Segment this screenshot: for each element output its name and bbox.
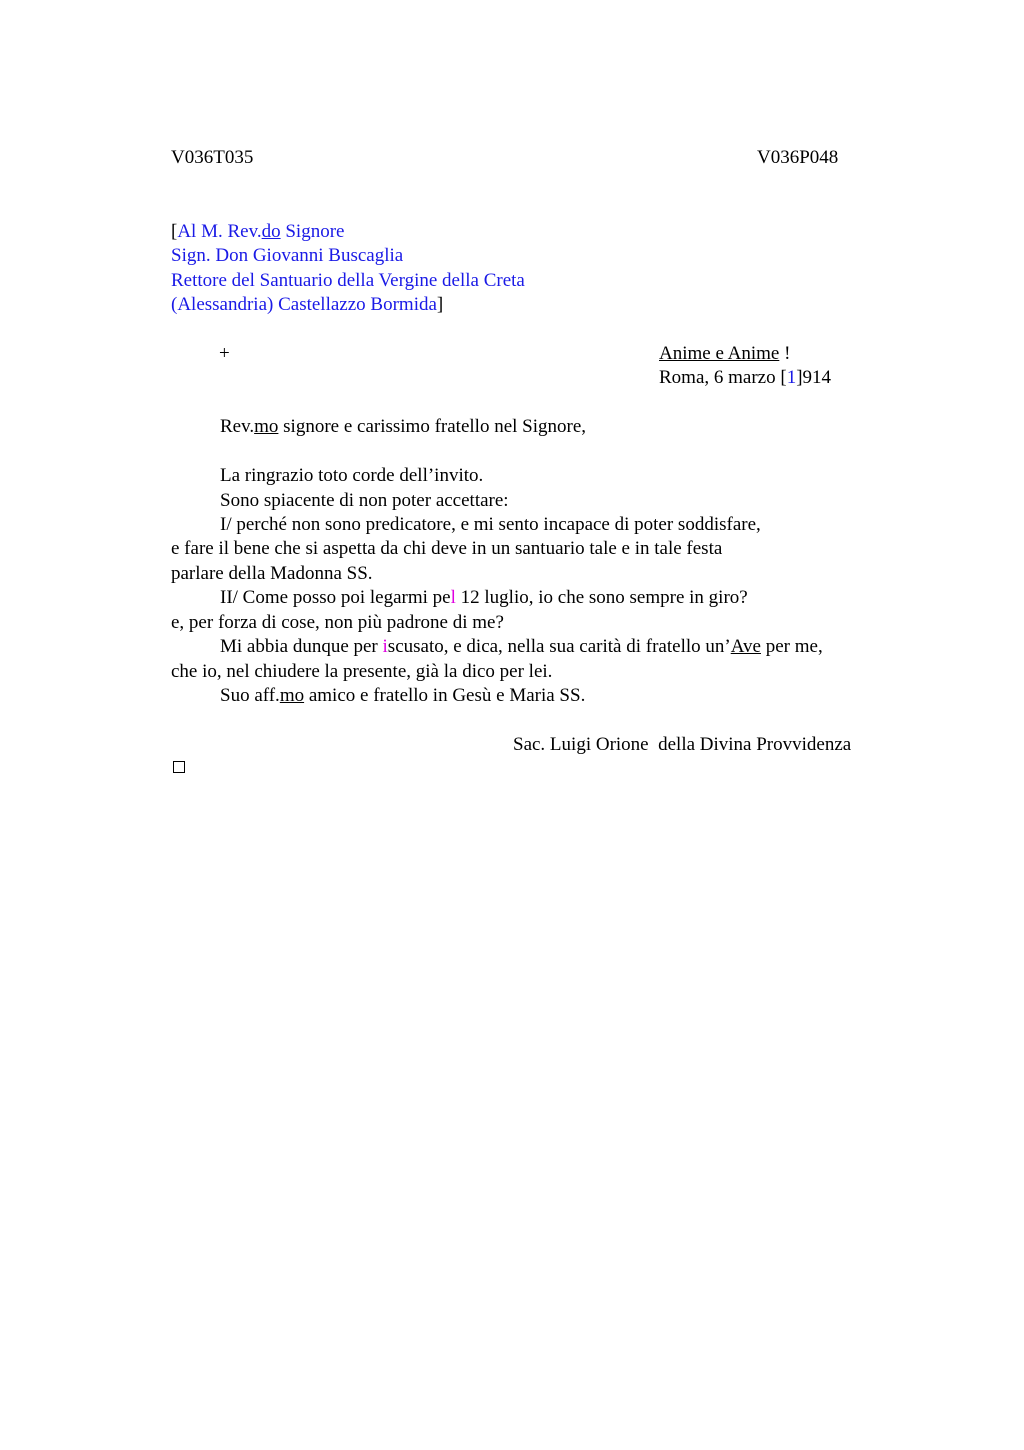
document-code-right: V036P048 xyxy=(757,147,839,168)
body-paragraph-3-line-1: I/ perché non sono predicatore, e mi sento incapace di poter soddisfare, xyxy=(220,514,761,535)
body-paragraph-5-line-1: Mi abbia dunque per iscusato, e dica, nella sua carità di fratello un’Ave per me, xyxy=(220,636,823,657)
signature: Sac. Luigi Orione della Divina Provvidenza xyxy=(513,734,852,755)
dateline: Roma, 6 marzo [1]914 xyxy=(659,367,832,388)
end-marker-square-icon xyxy=(173,761,185,773)
address-line-4: (Alessandria) Castellazzo Bormida] xyxy=(171,294,444,315)
body-paragraph-1: La ringrazio toto corde dell’invito. xyxy=(220,465,484,486)
body-paragraph-4-line-2: e, per forza di cose, non più padrone di me? xyxy=(171,612,504,633)
body-paragraph-3-line-3: parlare della Madonna SS. xyxy=(171,563,373,584)
address-line-3: Rettore del Santuario della Vergine della Creta xyxy=(171,270,525,291)
address-recipient-title: Al M. Rev.do Signore xyxy=(177,221,345,242)
document-code-left: V036T035 xyxy=(171,147,254,168)
address-bracket-open: [ xyxy=(171,221,178,242)
body-paragraph-4-line-1: II/ Come posso poi legarmi pel 12 luglio, io che sono sempre in giro? xyxy=(220,587,748,608)
address-line-1 xyxy=(171,220,344,244)
address-line-2: Sign. Don Giovanni Buscaglia xyxy=(171,245,404,266)
cross-symbol: + xyxy=(219,343,230,364)
closing-line: Suo aff.mo amico e fratello in Gesù e Maria SS. xyxy=(220,685,586,706)
body-paragraph-2: Sono spiacente di non poter accettare: xyxy=(220,490,509,511)
body-paragraph-5-line-2: che io, nel chiudere la presente, già la dico per lei. xyxy=(171,661,553,682)
body-paragraph-3-line-2: e fare il bene che si aspetta da chi deve in un santuario tale e in tale festa xyxy=(171,538,723,559)
address-bracket-close: ] xyxy=(436,294,444,315)
salutation: Rev.mo signore e carissimo fratello nel Signore, xyxy=(220,416,587,437)
motto: Anime e Anime ! xyxy=(659,343,791,364)
